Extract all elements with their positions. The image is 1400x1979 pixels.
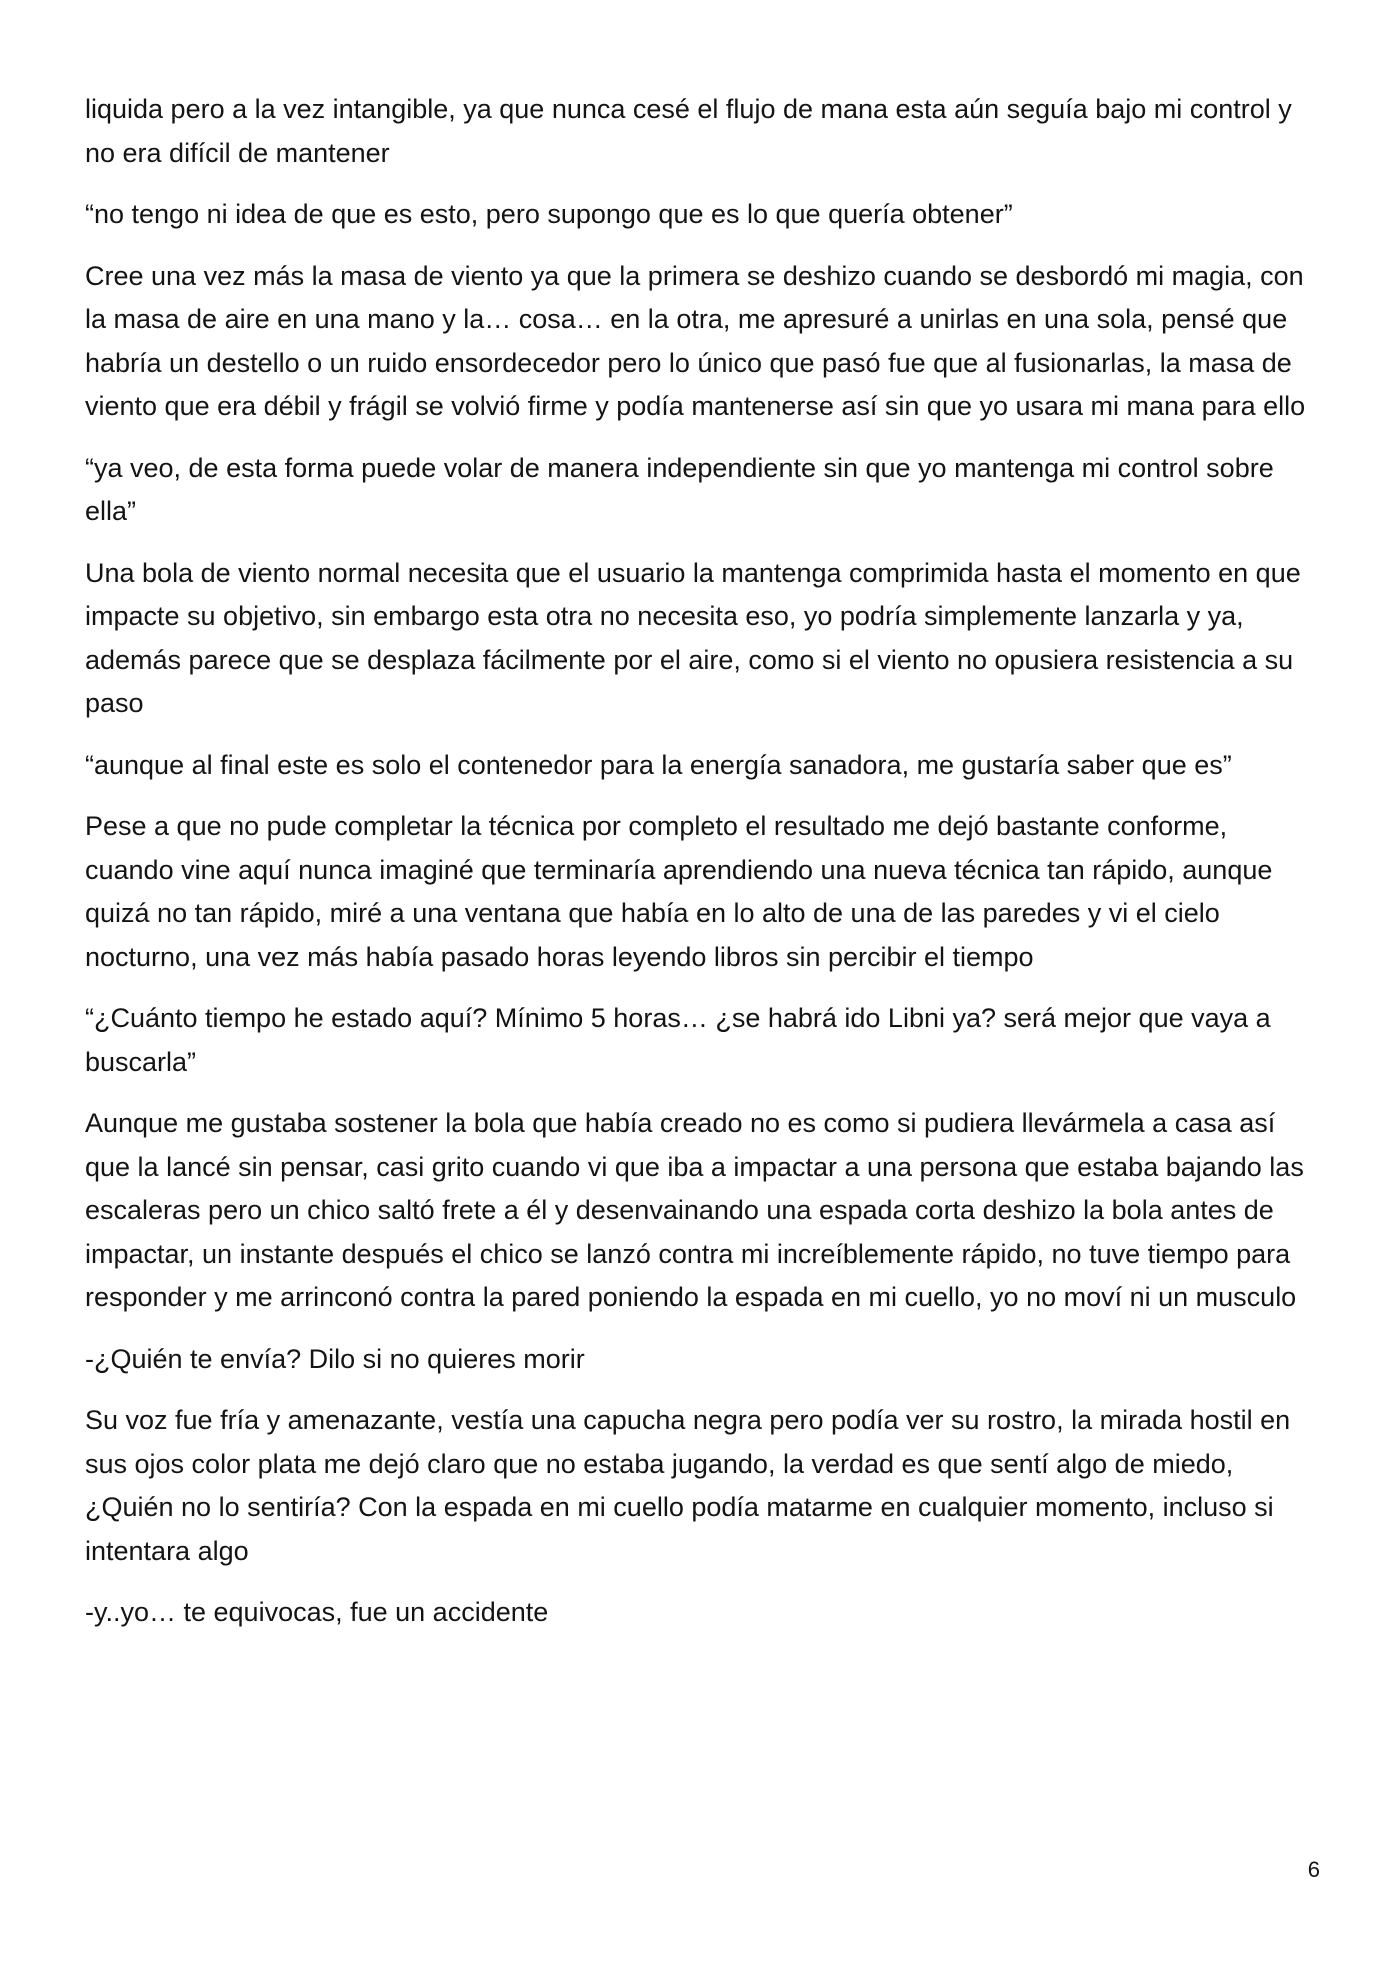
paragraph: -¿Quién te envía? Dilo si no quieres morir: [85, 1343, 585, 1374]
paragraph: Su voz fue fría y amenazante, vestía una capucha negra pero podía ver su rostro, la mirada hostil en sus ojos color plata me dejó claro que no estaba jugando, la verdad es que sentí algo de miedo, ¿Quién no lo sentiría? Con la espada en mi cuello podía matarme en cualquier momento, incluso si intentara algo: [85, 1405, 1291, 1566]
body-text: [85, 88, 1320, 1653]
paragraph: Aunque me gustaba sostener la bola que había creado no es como si pudiera llevármela a casa así que la lancé sin pensar, casi grito cuando vi que iba a impactar a una persona que estaba bajando las escaleras pero un chico saltó frete a él y desenvainando una espada corta deshizo la bola antes de impactar, un instante después el chico se lanzó contra mi increíblemente rápido, no tuve tiempo para responder y me arrinconó contra la pared poniendo la espada en mi cuello, yo no moví ni un musculo: [85, 1108, 1304, 1312]
paragraph: liquida pero a la vez intangible, ya que nunca cesé el flujo de mana esta aún seguía bajo mi control y no era difícil de mantener: [85, 94, 1292, 168]
paragraph: Una bola de viento normal necesita que el usuario la mantenga comprimida hasta el momento en que impacte su objetivo, sin embargo esta otra no necesita eso, yo podría simplemente lanzarla y ya, además parece que se desplaza fácilmente por el aire, como si el viento no opusiera resistencia a su paso: [85, 557, 1301, 718]
paragraph: Cree una vez más la masa de viento ya que la primera se deshizo cuando se desbordó mi magia, con la masa de aire en una mano y la… cosa… en la otra, me apresuré a unirlas en una sola, pensé que habría un destello o un ruido ensordecedor pero lo único que pasó fue que al fusionarlas, la masa de viento que era débil y frágil se volvió firme y podía mantenerse así sin que yo usara mi mana para ello: [85, 260, 1306, 421]
paragraph: “no tengo ni idea de que es esto, pero supongo que es lo que quería obtener”: [85, 199, 1013, 229]
paragraph: Pese a que no pude completar la técnica por completo el resultado me dejó bastante conforme, cuando vine aquí nunca imaginé que terminaría aprendiendo una nueva técnica tan rápido, aunque quizá no tan rápido, miré a una ventana que había en lo alto de una de las paredes y vi el cielo nocturno, una vez más había pasado horas leyendo libros sin percibir el tiempo: [85, 811, 1273, 972]
paragraph: “ya veo, de esta forma puede volar de manera independiente sin que yo mantenga mi control sobre ella”: [85, 452, 1274, 526]
page-number: 6: [1307, 1857, 1320, 1882]
paragraph: “¿Cuánto tiempo he estado aquí? Mínimo 5 horas… ¿se habrá ido Libni ya? será mejor que vaya a buscarla”: [85, 1003, 1271, 1077]
paragraph: -y..yo… te equivocas, fue un accidente: [85, 1597, 549, 1627]
paragraph: “aunque al final este es solo el contenedor para la energía sanadora, me gustaría saber que es”: [85, 749, 1232, 780]
